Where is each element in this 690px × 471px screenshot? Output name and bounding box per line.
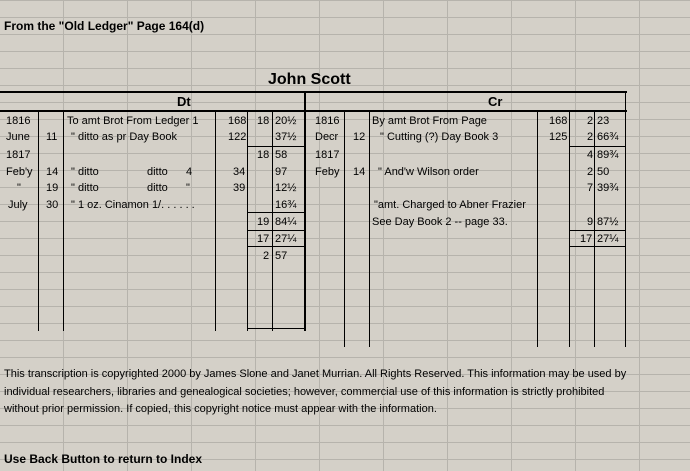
debit-dollars: 17 (257, 233, 270, 245)
debit-cents: 57 (275, 250, 288, 262)
credit-year: 1816 (315, 115, 340, 127)
credit-dollars: 2 (587, 115, 594, 127)
credit-col-divider (344, 112, 345, 347)
credit-cents: 27¼ (597, 233, 619, 245)
credit-description: See Day Book 2 -- page 33. (372, 216, 508, 228)
debit-cents: 97 (275, 166, 288, 178)
debit-cents: 20½ (275, 115, 297, 127)
credit-dollars: 2 (587, 131, 594, 143)
debit-col-divider (38, 112, 39, 331)
source-heading: From the "Old Ledger" Page 164(d) (4, 19, 205, 33)
debit-description: " ditto (71, 182, 99, 194)
credit-cents: 87½ (597, 216, 619, 228)
credit-year: Feby (315, 166, 340, 178)
credit-dollars: 9 (587, 216, 594, 228)
debit-total-rule (247, 328, 304, 329)
debit-year: July (8, 199, 28, 211)
debit-year: June (6, 131, 30, 143)
credit-day: 12 (353, 131, 366, 143)
credit-page: 168 (549, 115, 568, 127)
credit-year: Decr (315, 131, 339, 143)
credit-subtotal-rule (569, 246, 626, 247)
credit-dollars: 17 (580, 233, 593, 245)
copyright-notice: This transcription is copyrighted 2000 by James Slone and Janet Murrian. All Rights Reserved. This information may be used by individual researchers, libraries and genealogical societies; however, commercial use of this information is strictly prohibited without prior permission. If copied, this copyright notice must appear with the information. (4, 368, 627, 415)
debit-subtotal-rule (247, 212, 304, 213)
credit-cents: 66¾ (597, 131, 619, 143)
debit-description: ditto (147, 182, 168, 194)
credit-cents: 39¾ (597, 182, 619, 194)
credit-dollars: 2 (587, 166, 594, 178)
debit-cents: 37½ (275, 131, 297, 143)
debit-label: Dt (177, 94, 191, 109)
debit-cents: 58 (275, 149, 288, 161)
ledger-title: John Scott (268, 71, 351, 88)
debit-year: 1817 (6, 149, 31, 161)
credit-dollars: 7 (587, 182, 594, 194)
credit-col-divider (537, 112, 538, 347)
debit-day: 11 (46, 131, 58, 143)
debit-dollars: 18 (257, 149, 270, 161)
credit-day: 14 (353, 166, 366, 178)
ledger-right-border (625, 91, 626, 347)
debit-year: Feb'y (6, 166, 33, 178)
debit-description: " ditto as pr Day Book (71, 131, 178, 143)
debit-cents: 84¼ (275, 216, 297, 228)
debit-page: 168 (228, 115, 247, 127)
credit-description: "amt. Charged to Abner Frazier (374, 199, 526, 211)
debit-day: 30 (46, 199, 59, 211)
debit-description: To amt Brot From Ledger 1 (67, 115, 199, 127)
debit-page: 34 (233, 166, 246, 178)
ledger-header-rule (0, 110, 627, 112)
debit-dollars: 19 (257, 216, 270, 228)
debit-col-divider (272, 112, 273, 331)
debit-cents: 12½ (275, 182, 297, 194)
debit-page: 39 (233, 182, 246, 194)
debit-cents: 27¼ (275, 233, 297, 245)
credit-cents: 23 (597, 115, 610, 127)
debit-description: 4 (186, 166, 193, 178)
ledger-top-rule (0, 91, 627, 93)
debit-dollars: 2 (263, 250, 270, 262)
ledger-center-divider (304, 91, 306, 331)
credit-page: 125 (549, 131, 568, 143)
debit-subtotal-rule (247, 146, 304, 147)
credit-cents: 89¾ (597, 149, 619, 161)
debit-subtotal-rule (247, 246, 304, 247)
debit-col-divider (63, 112, 64, 331)
credit-subtotal-rule (569, 230, 626, 231)
debit-cents: 16¾ (275, 199, 297, 211)
debit-year: " (17, 182, 21, 194)
debit-col-divider (247, 112, 248, 331)
debit-page: 122 (228, 131, 247, 143)
debit-col-divider (215, 112, 216, 331)
credit-description: By amt Brot From Page (372, 115, 487, 127)
credit-year: 1817 (315, 149, 340, 161)
debit-day: 19 (46, 182, 59, 194)
credit-cents: 50 (597, 166, 610, 178)
credit-label: Cr (488, 94, 503, 109)
credit-description: " Cutting (?) Day Book 3 (380, 131, 499, 143)
debit-year: 1816 (6, 115, 31, 127)
debit-dollars: 18 (257, 115, 270, 127)
debit-subtotal-rule (247, 230, 304, 231)
credit-dollars: 4 (587, 149, 594, 161)
credit-subtotal-rule (569, 146, 626, 147)
credit-col-divider (369, 112, 370, 347)
credit-description: " And'w Wilson order (378, 166, 479, 178)
debit-description: ditto (147, 166, 168, 178)
debit-description: " (186, 182, 190, 194)
back-instruction: Use Back Button to return to Index (4, 452, 203, 466)
debit-day: 14 (46, 166, 59, 178)
debit-description: " 1 oz. Cinamon 1/. . . . . . (71, 199, 195, 211)
debit-description: " ditto (71, 166, 99, 178)
